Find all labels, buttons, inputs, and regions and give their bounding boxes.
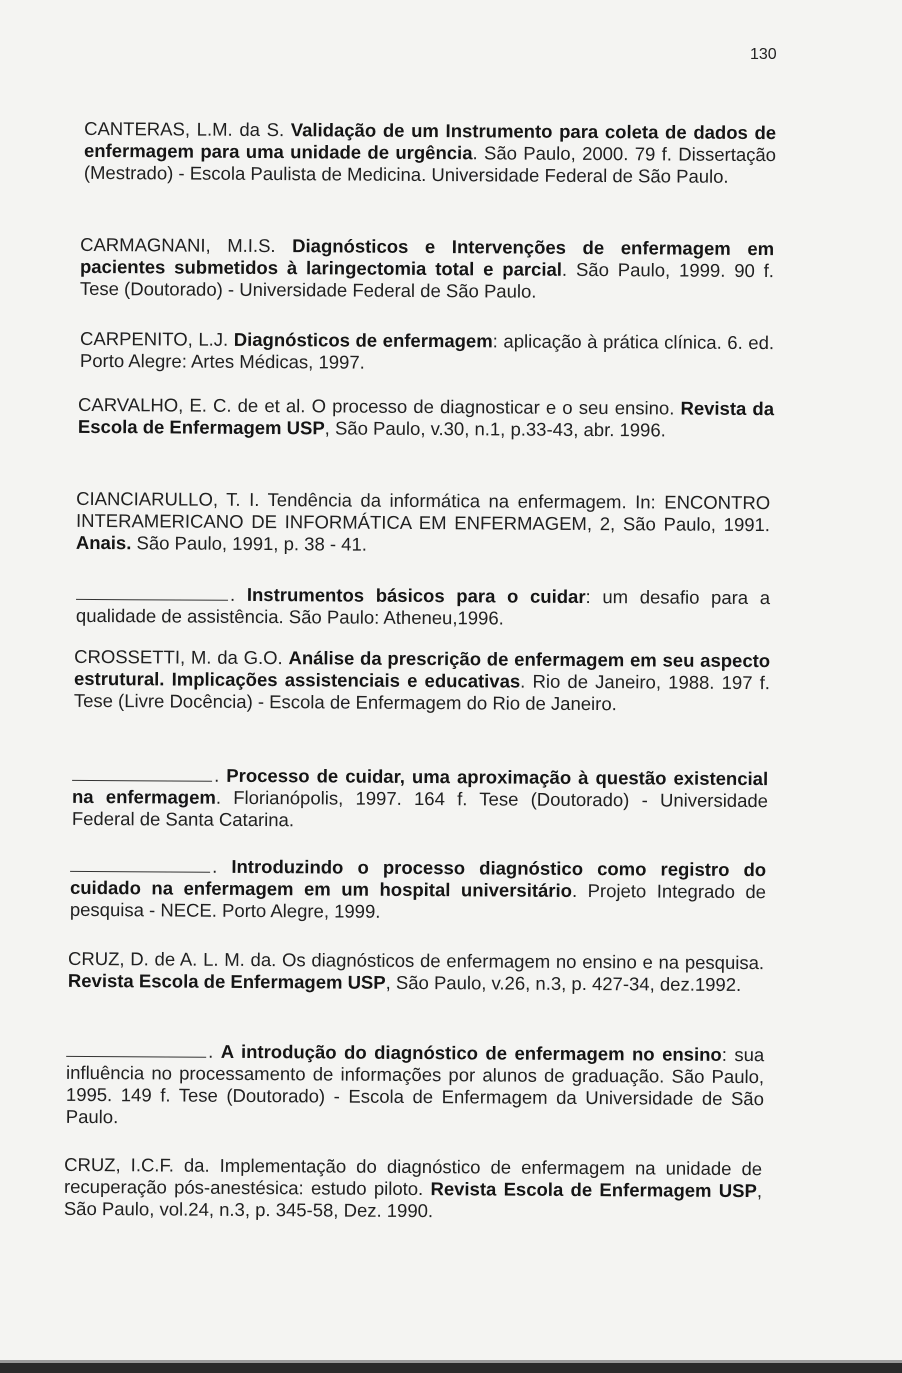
reference-text: . [212,855,232,877]
reference-text: : aplicação à prática clínica. 6. ed. Porto Alegre: Artes Médicas, 1997. [79,330,775,373]
reference-crossetti [74,646,770,716]
reference-cruz-dalm [68,948,764,996]
reference-title: Anais. [75,531,132,554]
reference-title: Diagnósticos e Intervenções de enfermagem em pacientes submetidos à laringectomia total e parcial [79,235,775,280]
reference-text: : um desafio para a qualidade de assistência. São Paulo: Atheneu,1996. [75,585,771,629]
reference-text: CIANCIARULLO, T. I. Tendência da informática na enfermagem. In: ENCONTRO INTERAMERICANO DE INFORMÁTICA EM ENFERMAGEM, 2, São Paulo, 1991. [75,487,771,536]
reference-title: A introdução do diagnóstico de enfermagem no ensino [220,1040,722,1065]
reference-cianciarullo-2 [76,583,770,631]
reference-title: Revista da Escola de Enfermagem USP [77,397,775,439]
reference-title: Análise da prescrição de enfermagem em seu aspecto estrutural. Implicações assistenciais e educativas [73,647,771,692]
reference-text: . Projeto Integrado de pesquisa - NECE. Porto Alegre, 1999. [69,879,767,922]
reference-text: , São Paulo, vol.24, n.3, p. 345-58, Dez. 1990. [63,1180,763,1222]
reference-cianciarullo [76,488,770,558]
reference-text: , São Paulo, v.26, n.3, p. 427-34, dez.1992. [385,971,742,995]
reference-text: . São Paulo, 2000. 79 f. Dissertação (Mestrado) - Escola Paulista de Medicina. Universidade Federal de São Paulo. [83,142,777,187]
page-number: 130 [750,46,777,63]
reference-text: . [230,583,247,605]
reference-text: CANTERAS, L.M. da S. [84,117,291,141]
reference-title: Diagnósticos de enfermagem [233,328,493,352]
reference-carvalho [78,394,774,442]
reference-text: CARVALHO, E. C. de et al. O processo de diagnosticar e o seu ensino. [78,393,681,419]
reference-text: CROSSETTI, M. da G.O. [74,645,289,669]
reference-title: Instrumentos básicos para o cuidar [246,583,586,607]
reference-cruz-dalm-2 [66,1040,765,1132]
author-repeat-line [72,766,212,782]
author-repeat-line [70,857,210,873]
reference-text: . Florianópolis, 1997. 164 f. Tese (Doutorado) - Universidade Federal de Santa Catarina. [71,786,769,831]
reference-cruz-icf [64,1154,762,1224]
reference-text: , São Paulo, v.30, n.1, p.33-43, abr. 1996. [324,417,666,441]
reference-title: Introduzindo o processo diagnóstico como registro do cuidado na enfermagem em um hospital universitário [69,855,767,901]
reference-text: . [214,764,227,786]
reference-crossetti-3 [70,855,766,925]
reference-text: : sua influência no processamento de informações por alunos de graduação. São Paulo, 1995. 149 f. Tese (Doutorado) - Escola de Enfermagem da Universidade de São Paulo. [65,1043,765,1128]
scan-edge [0,1363,902,1373]
reference-text: CRUZ, I.C.F. da. Implementação do diagnóstico de enfermagem na unidade de recuperação pós-anestésica: estudo piloto. [63,1153,763,1200]
reference-title: Revista Escola de Enfermagem USP [430,1178,757,1202]
reference-crossetti-2 [72,764,768,834]
reference-text: . Rio de Janeiro, 1988. 197 f. Tese (Livre Docência) - Escola de Enfermagem do Rio de Janeiro. [73,670,771,715]
reference-canteras [84,118,776,188]
author-repeat-line [76,585,228,601]
reference-title: Revista Escola de Enfermagem USP [67,969,386,993]
author-repeat-line [66,1042,206,1058]
reference-text: CARMAGNANI, M.I.S. [80,233,293,257]
reference-text: CRUZ, D. de A. L. M. da. Os diagnósticos de enfermagem no ensino e na pesquisa. [68,947,765,974]
reference-carpenito [80,328,774,376]
reference-text: . São Paulo, 1999. 90 f. Tese (Doutorado) - Universidade Federal de São Paulo. [79,258,775,302]
reference-title: Processo de cuidar, uma aproximação à questão existencial na enfermagem [71,764,769,808]
reference-text: CARPENITO, L.J. [80,327,234,350]
reference-carmagnani [80,234,774,304]
reference-title: Validação de um Instrumento para coleta de dados de enfermagem para uma unidade de urgência [83,119,777,164]
reference-text: São Paulo, 1991, p. 38 - 41. [131,532,368,555]
reference-text: . [208,1040,221,1062]
